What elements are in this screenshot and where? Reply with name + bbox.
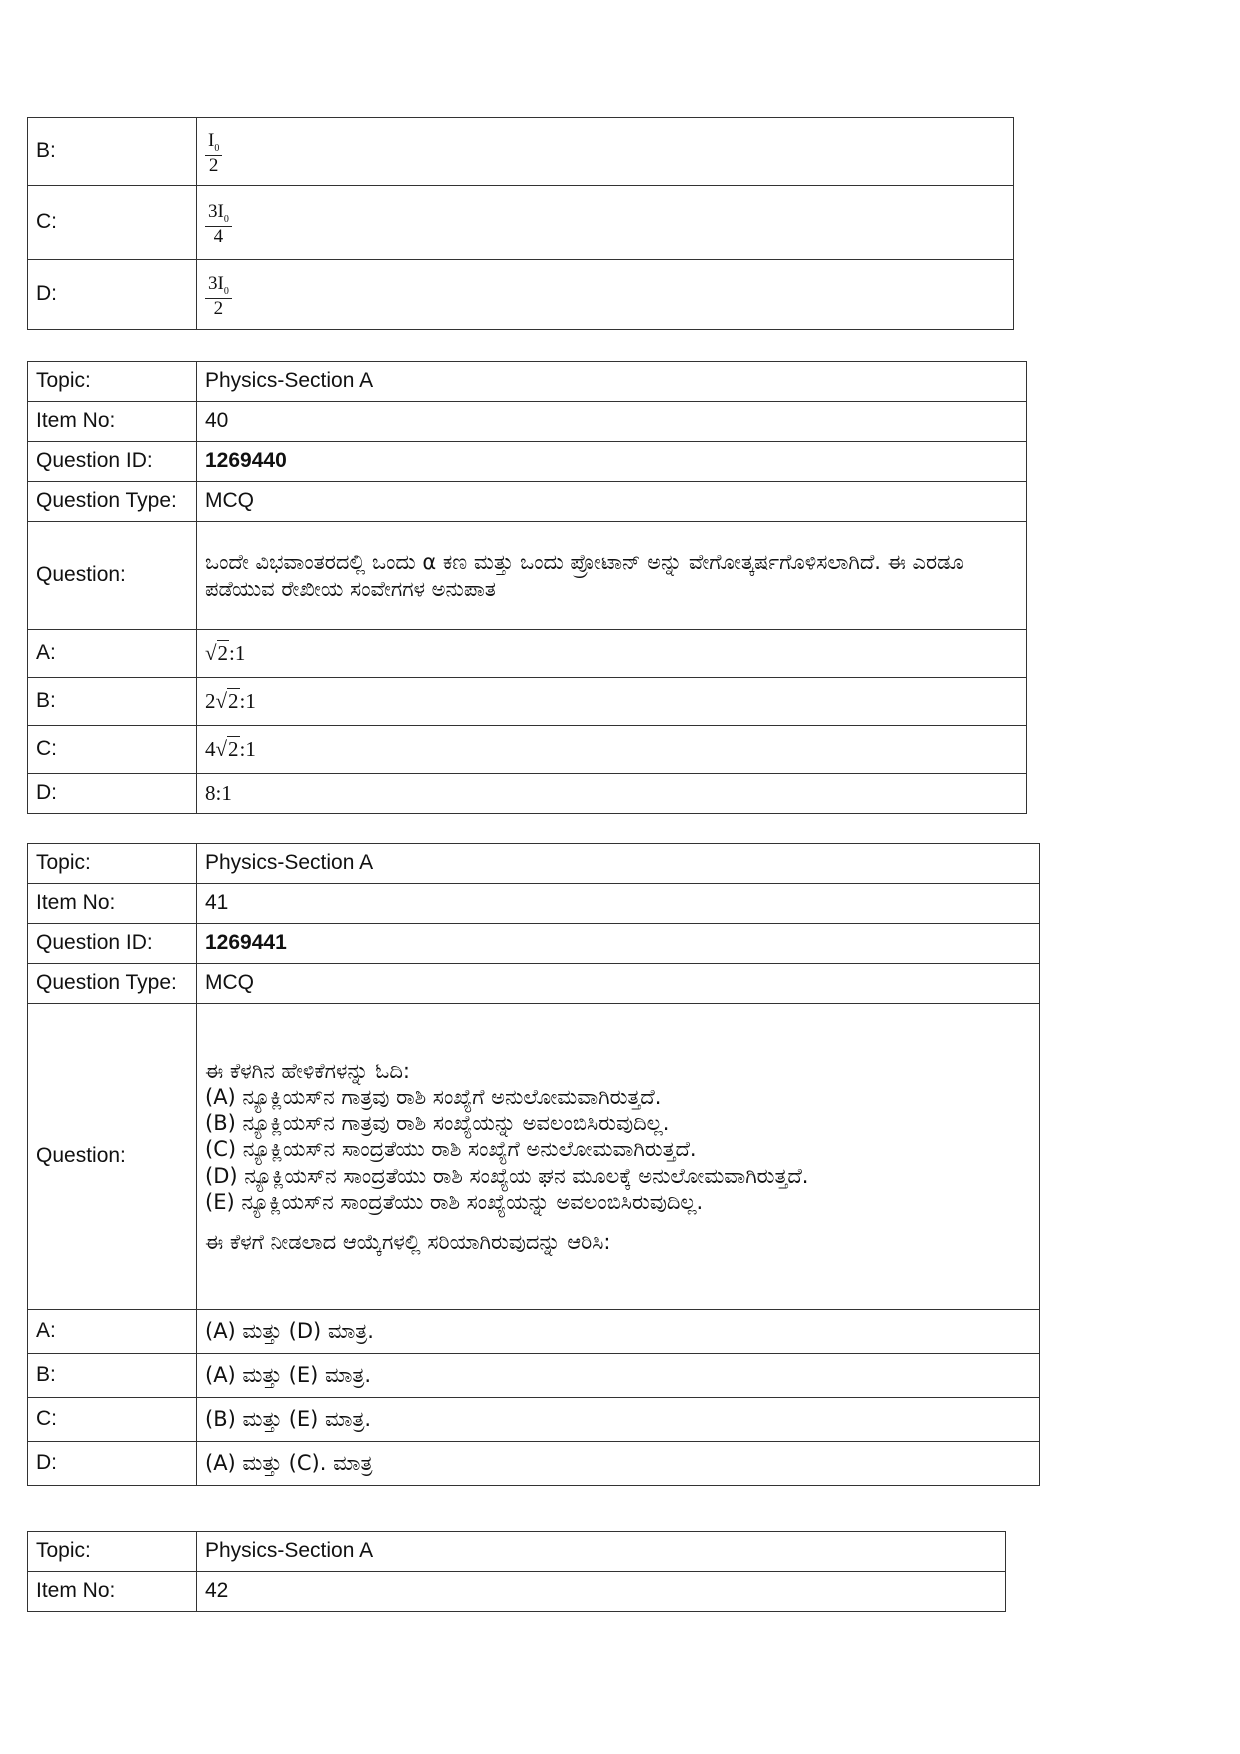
topic-value: Physics-Section A [197, 1532, 1006, 1572]
fraction: $\frac{3I_0}{2}$ [205, 274, 232, 318]
option-label: B: [28, 1354, 197, 1398]
item-no-label: Item No: [28, 402, 197, 442]
question-text [197, 1004, 1040, 1310]
option-row-d [28, 774, 1027, 814]
statement-c: (C) ನ್ಯೂಕ್ಲಿಯಸ್‌ನ ಸಾಂದ್ರತೆಯು ರಾಶಿ ಸಂಖ್ಯೆಗೆ ಅನುಲೋಮವಾಗಿರುತ್ತದೆ. [205, 1137, 697, 1162]
statement-a: (A) ನ್ಯೂಕ್ಲಿಯಸ್‌ನ ಗಾತ್ರವು ರಾಶಿ ಸಂಖ್ಯೆಗೆ ಅನುಲೋಮವಾಗಿರುತ್ತದೆ. [205, 1084, 662, 1109]
question-instruction: ಈ ಕೆಳಗೆ ನೀಡಲಾದ ಆಯ್ಕೆಗಳಲ್ಲಿ ಸರಿಯಾಗಿರುವುದನ್ನು ಆರಿಸಿ: [205, 1230, 611, 1255]
option-label: C: [28, 186, 197, 260]
option-value: 4√2:1 [197, 726, 1027, 774]
option-label: A: [28, 630, 197, 678]
question-table-41 [27, 843, 1040, 1486]
option-value: 2√2:1 [197, 678, 1027, 726]
option-value: (B) ಮತ್ತು (E) ಮಾತ್ರ. [197, 1398, 1040, 1442]
question-table-40 [27, 361, 1027, 814]
item-no-label: Item No: [28, 1572, 197, 1612]
option-row-b [28, 678, 1027, 726]
statement-intro: ಈ ಕೆಳಗಿನ ಹೇಳಿಕೆಗಳನ್ನು ಓದಿ: [205, 1058, 410, 1083]
option-value: (A) ಮತ್ತು (C). ಮಾತ್ರ [197, 1442, 1040, 1486]
option-label: C: [28, 726, 197, 774]
question-label: Question: [28, 1004, 197, 1310]
option-row-c [28, 186, 1014, 260]
option-value: 8:1 [197, 774, 1027, 814]
option-value: √2:1 [197, 630, 1027, 678]
statement-e: (E) ನ್ಯೂಕ್ಲಿಯಸ್‌ನ ಸಾಂದ್ರತೆಯು ರಾಶಿ ಸಂಖ್ಯೆಯನ್ನು ಅವಲಂಬಿಸಿರುವುದಿಲ್ಲ. [205, 1189, 704, 1214]
item-no-value: 42 [197, 1572, 1006, 1612]
topic-value: Physics-Section A [197, 844, 1040, 884]
question-table-42 [27, 1531, 1006, 1612]
question-text: ಒಂದೇ ವಿಭವಾಂತರದಲ್ಲಿ ಒಂದು α ಕಣ ಮತ್ತು ಒಂದು ಪ್ರೋಟಾನ್ ಅನ್ನು ವೇಗೋತ್ಕರ್ಷಗೊಳಿಸಲಾಗಿದೆ. ಈ ಎರಡೂ ಪಡೆಯುವ ರೇಖೀಯ ಸಂವೇಗಗಳ ಅನುಪಾತ [197, 522, 1027, 630]
item-no-value: 40 [197, 402, 1027, 442]
question-id-value: 1269440 [197, 442, 1027, 482]
question-type-value: MCQ [197, 964, 1040, 1004]
option-label: D: [28, 260, 197, 330]
question-type-label: Question Type: [28, 964, 197, 1004]
topic-value: Physics-Section A [197, 362, 1027, 402]
question-id-value: 1269441 [197, 924, 1040, 964]
option-value [197, 118, 1014, 186]
option-row-a [28, 630, 1027, 678]
fraction: $\frac{I_0}{2}$ [205, 131, 222, 175]
topic-label: Topic: [28, 844, 197, 884]
statement-b: (B) ನ್ಯೂಕ್ಲಿಯಸ್‌ನ ಗಾತ್ರವು ರಾಶಿ ಸಂಖ್ಯೆಯನ್ನು ಅವಲಂಬಿಸಿರುವುದಿಲ್ಲ. [205, 1111, 670, 1136]
question-id-label: Question ID: [28, 924, 197, 964]
option-row-b [28, 1354, 1040, 1398]
question-type-label: Question Type: [28, 482, 197, 522]
fraction: $\frac{3I_0}{4}$ [205, 202, 232, 246]
option-row-a [28, 1310, 1040, 1354]
option-value [197, 186, 1014, 260]
option-row-c [28, 1398, 1040, 1442]
option-row-d [28, 1442, 1040, 1486]
topic-label: Topic: [28, 1532, 197, 1572]
option-row-d [28, 260, 1014, 330]
topic-label: Topic: [28, 362, 197, 402]
option-value: (A) ಮತ್ತು (D) ಮಾತ್ರ. [197, 1310, 1040, 1354]
option-label: B: [28, 118, 197, 186]
question-id-label: Question ID: [28, 442, 197, 482]
statement-d: (D) ನ್ಯೂಕ್ಲಿಯಸ್‌ನ ಸಾಂದ್ರತೆಯು ರಾಶಿ ಸಂಖ್ಯೆಯ ಘನ ಮೂಲಕ್ಕೆ ಅನುಲೋಮವಾಗಿರುತ್ತದೆ. [205, 1163, 809, 1188]
question-label: Question: [28, 522, 197, 630]
option-row-b [28, 118, 1014, 186]
option-label: D: [28, 1442, 197, 1486]
option-label: D: [28, 774, 197, 814]
option-row-c [28, 726, 1027, 774]
question-type-value: MCQ [197, 482, 1027, 522]
option-value [197, 260, 1014, 330]
option-value: (A) ಮತ್ತು (E) ಮಾತ್ರ. [197, 1354, 1040, 1398]
option-label: A: [28, 1310, 197, 1354]
option-label: B: [28, 678, 197, 726]
item-no-value: 41 [197, 884, 1040, 924]
option-label: C: [28, 1398, 197, 1442]
item-no-label: Item No: [28, 884, 197, 924]
prev-question-options-table [27, 117, 1014, 330]
